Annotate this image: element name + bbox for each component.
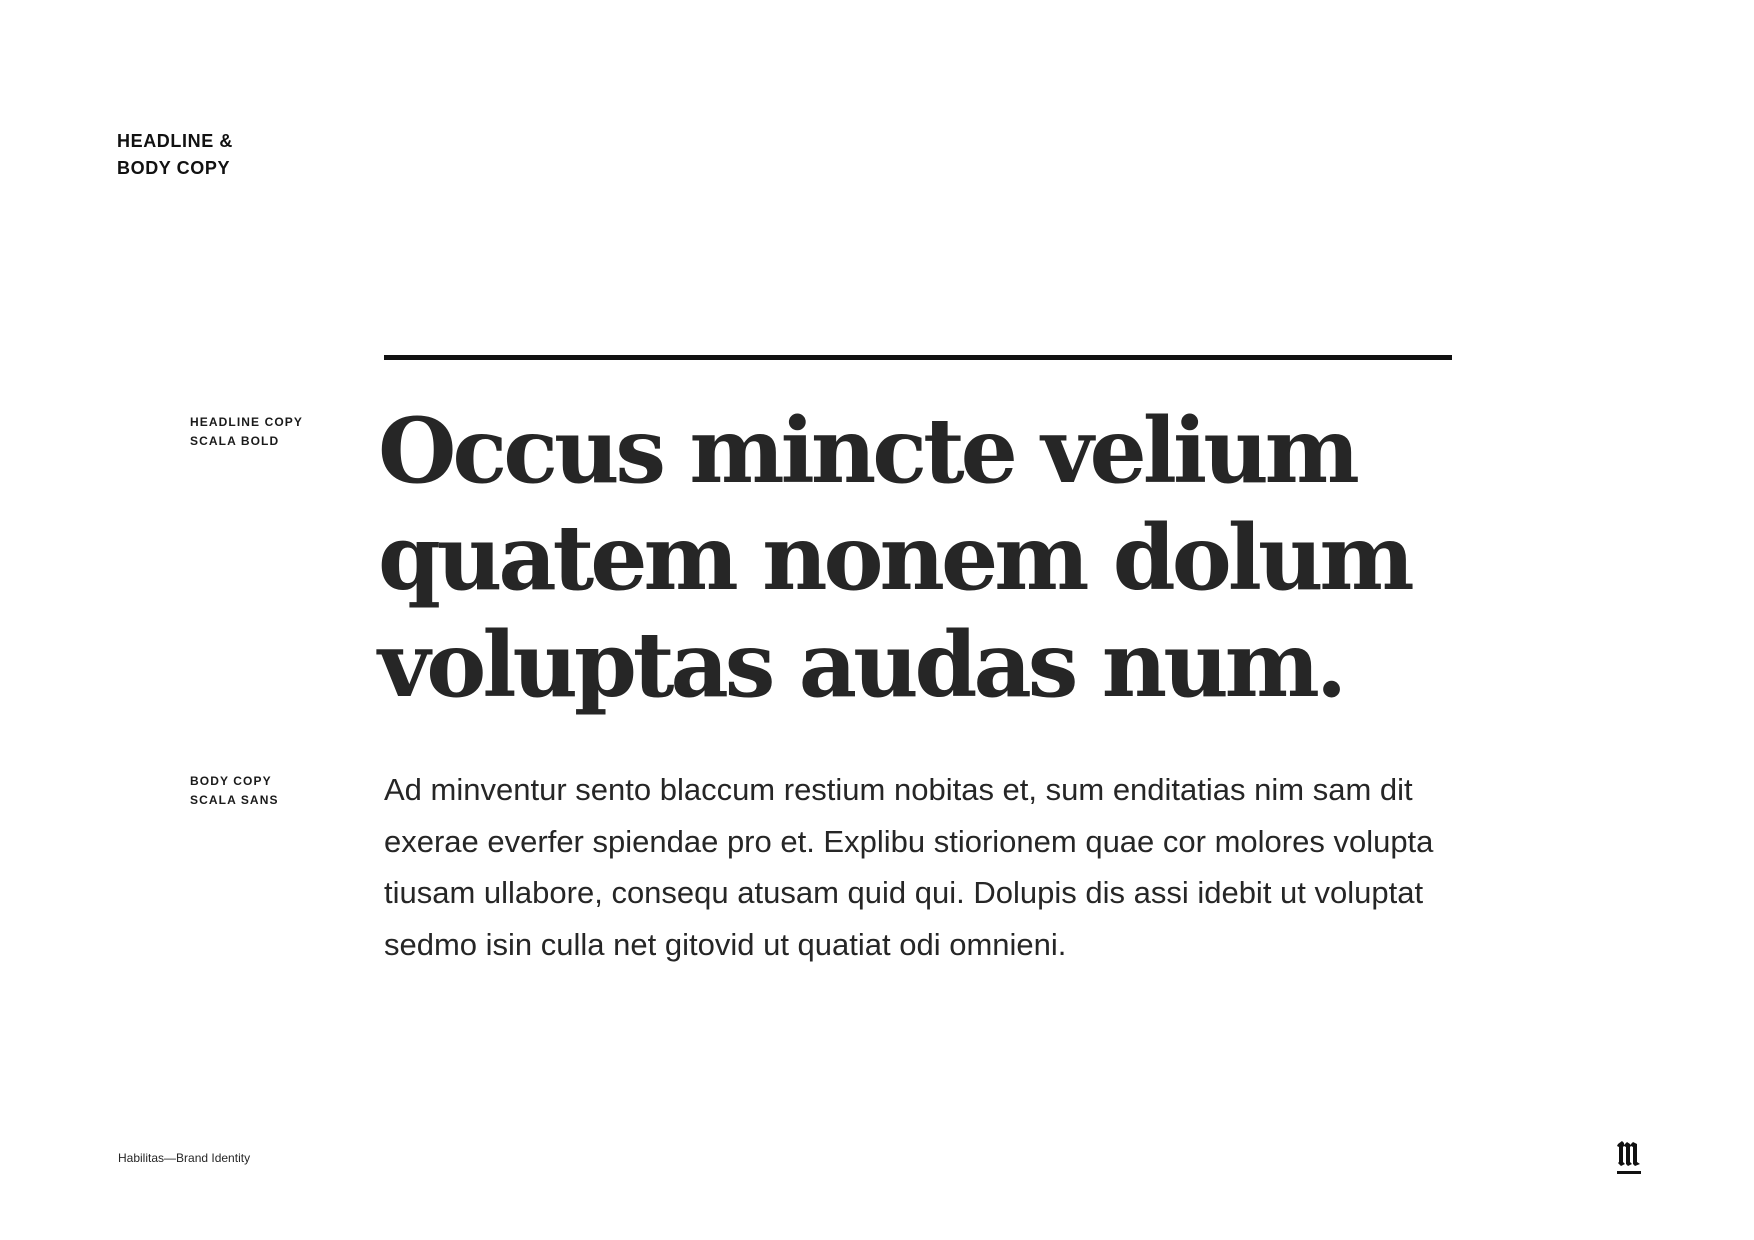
headline-spec-label: HEADLINE COPY SCALA BOLD	[190, 415, 303, 448]
footer-brand-text: Habilitas—Brand Identity	[118, 1151, 251, 1165]
body-sample: Ad minventur sento blaccum restium nobitas et, sum enditatias nim sam dit exerae everfer spiendae pro et. Explibu stiorionem quae cor molores volupta tiusam ullabore, consequ atusam quid qui. Dolupis dis assi idebit ut voluptat sedmo isin culla net gitovid ut quatiat odi omnieni.	[384, 772, 1434, 962]
headline-rule	[384, 355, 1452, 360]
headline-sample: Occus mincte velium quatem nonem dolum voluptas audas num.	[378, 398, 1411, 718]
blackletter-m-logo-icon	[1615, 1138, 1645, 1178]
body-spec-label: BODY COPY SCALA SANS	[190, 774, 279, 807]
section-title: HEADLINE & BODY COPY	[117, 131, 234, 178]
